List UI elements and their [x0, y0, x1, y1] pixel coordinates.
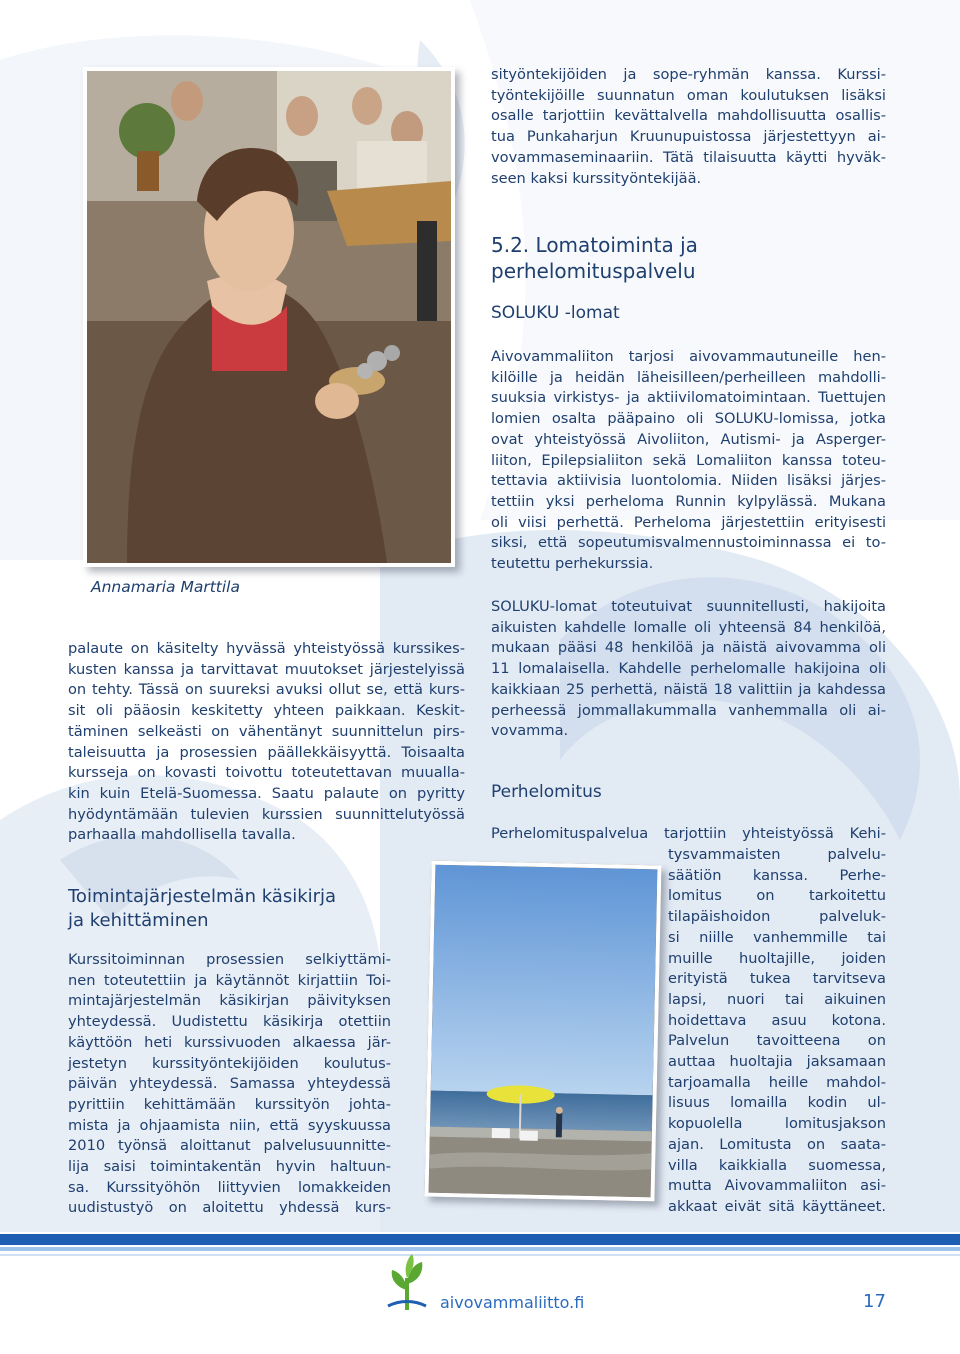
text-line: 11 lomalaisella. Kahdelle perhelomalle hakijoina oli [491, 660, 886, 678]
text-line: tua Punkaharjun Kruunupuistossa järjestettyyn ai- [491, 128, 886, 146]
text-line: päivän yhteydessä. Samassa yhteydessä [68, 1075, 391, 1093]
text-line: lapsi, nuori tai aikuinen [668, 990, 886, 1008]
text-line: kaikkiaan 25 perhettä, näistä 18 valittiin ja kahdessa [491, 680, 886, 698]
section-heading-5-2 [491, 232, 698, 284]
text-line: yhteydessä. Uudistettu käsikirja otettiin [68, 1013, 391, 1031]
text-line: uudistustyö on aloitettu yhdessä kurs- [68, 1199, 391, 1217]
top-right-paragraph [491, 65, 886, 189]
text-line: tarjoamalla heille mahdol- [668, 1073, 886, 1091]
text-line: lisuus lomailla kodin ul- [668, 1094, 886, 1112]
text-line: tysvammaisten palvelu- [668, 846, 886, 863]
text-line: liiton, Epilepsialiiton sekä Lomaliiton kanssa toteu- [491, 451, 886, 469]
subheading-soluku: SOLUKU -lomat [491, 303, 620, 323]
text-line: palaute on käsitelty hyvässä yhteistyössä kurssikes- [68, 640, 465, 657]
text-line: Palvelun tavoitteena on [668, 1032, 886, 1050]
text-line: osalle tarjottiin kevättalvella mahdollisuutta osallis- [491, 107, 886, 125]
text-line: lija saisi toimintakentän hyvin haltuun- [68, 1158, 391, 1176]
text-line: parhaalla mahdollisella tavalla. [68, 826, 296, 844]
soluku-paragraph-1 [491, 347, 886, 575]
heading-line: perhelomituspalvelu [491, 259, 696, 283]
text-line: seen kaksi kurssityöntekijää. [491, 169, 702, 187]
text-line: kin kuin Etelä-Suomessa. Saatu palaute on pyritty [68, 784, 465, 802]
text-line: nen toteutettiin ja käytännöt kirjattiin Toi- [68, 971, 391, 989]
text-line: tilapäishoidon palveluk- [668, 908, 886, 926]
text-line: työntekijöille suunnatun oman koulutuksen lisäksi [491, 86, 886, 104]
text-line: ajan. Lomitusta on saata- [668, 1135, 886, 1153]
text-line: kilöille ja heidän läheisilleen/perheilleen mahdolli- [491, 368, 886, 386]
text-line: ovat yhteistyössä Aivoliiton, Autismi- ja Asperger- [491, 430, 886, 448]
heading-line: 5.2. Lomatoiminta ja [491, 233, 698, 257]
text-line: erityistä tukea tarvitseva [668, 970, 886, 988]
text-line: perheessä jommallakummalla vanhemmalla oli ai- [491, 701, 886, 719]
text-line: sit oli pääosin keskitetty yhteen paikkaan. Keskit- [68, 702, 465, 720]
heading-line: Toimintajärjestelmän käsikirja [68, 886, 337, 907]
text-line: on tehty. Tässä on suureksi avuksi ollut se, että kurs- [68, 681, 465, 699]
text-line: vovammaseminaariin. Tätä tilaisuutta käytti hyväk- [491, 148, 886, 166]
photo-beach-umbrella [425, 861, 662, 1202]
text-line: auttaa huoltajia jaksamaan [668, 1053, 886, 1071]
section-heading-kasikirja [68, 885, 336, 933]
text-line: sityöntekijöiden ja sope-ryhmän kanssa. Kurssi- [491, 66, 886, 83]
text-line: tettiin yksi perheloma Runnin kylpylässä. Mukana [491, 492, 886, 510]
text-line: muille huoltajille, joiden [668, 949, 886, 967]
text-line: täminen selkeästi on vähentänyt suunnittelun pirs- [68, 722, 465, 740]
text-line: mukaan pääsi 48 henkilöä ja näistä aivovamma oli [491, 639, 886, 657]
photo-caption: Annamaria Marttila [91, 578, 240, 596]
perhelomitus-first-line: Perhelomituspalvelua tarjottiin yhteistyössä Kehi- [491, 825, 886, 842]
text-line: oli viisi perhettä. Perheloma järjestettiin erityisesti [491, 513, 886, 531]
text-line: taleisuutta ja prosessien päällekkäisyyttä. Toisaalta [68, 743, 465, 761]
text-line: Aivovammaliiton tarjosi aivovammautuneille hen- [491, 348, 886, 365]
perhelomitus-paragraph [668, 845, 886, 1218]
text-line: mista ja ohjaamista niin, että syyskuussa [68, 1116, 391, 1134]
text-line: mutta Aivovammaliiton asi- [668, 1177, 886, 1195]
footer-website-link[interactable]: aivovammaliitto.fi [440, 1293, 585, 1312]
text-line: si niille vanhemmille tai [668, 928, 886, 946]
text-line: kopuolella lomitusjakson [668, 1115, 886, 1133]
text-line: 2010 työnsä aloittanut palvelusuunnitte- [68, 1137, 391, 1155]
page-number: 17 [863, 1291, 886, 1312]
text-line: SOLUKU-lomat toteutuivat suunnitellusti, hakijoita [491, 598, 886, 615]
text-line: lomitus on tarkoitettu [668, 887, 886, 905]
text-line: mintajärjestelmän käsikirjan päivityksen [68, 992, 391, 1010]
subheading-perhelomitus: Perhelomitus [491, 782, 602, 802]
photo-annamaria-marttila [83, 67, 455, 567]
text-line: siksi, että sopeutumisvalmennustoiminnassa ei to- [491, 534, 886, 552]
text-line: sa. Kurssityöhön liittyvien lomakkeiden [68, 1178, 391, 1196]
text-line: vovamma. [491, 722, 569, 740]
text-line: teutettu perhekurssia. [491, 555, 654, 573]
text-line: hoidettava asuu kotona. [668, 1011, 886, 1029]
text-line: suuksia virkistys- ja aktiivilomatoimintaan. Tuettujen [491, 389, 886, 407]
text-line: pyrittiin kehittämään kurssityön johta- [68, 1095, 391, 1113]
text-line: säätiön kanssa. Perhe- [668, 866, 886, 884]
text-line: Kurssitoiminnan prosessien selkiyttämi- [68, 951, 391, 968]
text-line: kursseja on kovasti toivottu toteutettavan muualla- [68, 764, 465, 782]
left-paragraph-2 [68, 950, 391, 1219]
text-line: käyttöön heti kurssivuoden alkaessa jär- [68, 1033, 391, 1051]
text-line: akkaat eivät sitä käyttäneet. [668, 1197, 886, 1215]
text-line: tettavia aktiivisia luontolomia. Niiden lisäksi järjes- [491, 472, 886, 490]
left-paragraph-1 [68, 639, 465, 846]
soluku-paragraph-2 [491, 597, 886, 742]
text-line: kusten kanssa ja tarvittavat muutokset järjestelyissä [68, 660, 465, 678]
text-line: aikuisten kahdelle lomalle oli yhteensä 84 henkilöä, [491, 618, 886, 636]
tree-logo-icon [380, 1250, 434, 1312]
text-line: villa kaikkialla suomessa, [668, 1156, 886, 1174]
text-line: lomien osalta pääpaino oli SOLUKU-lomissa, jotka [491, 410, 886, 428]
text-line: jestetyn kurssityöntekijöiden koulutus- [68, 1054, 391, 1072]
heading-line: ja kehittäminen [68, 910, 209, 931]
text-line: hyödyntämään tulevien kurssien suunnittelutyössä [68, 805, 465, 823]
